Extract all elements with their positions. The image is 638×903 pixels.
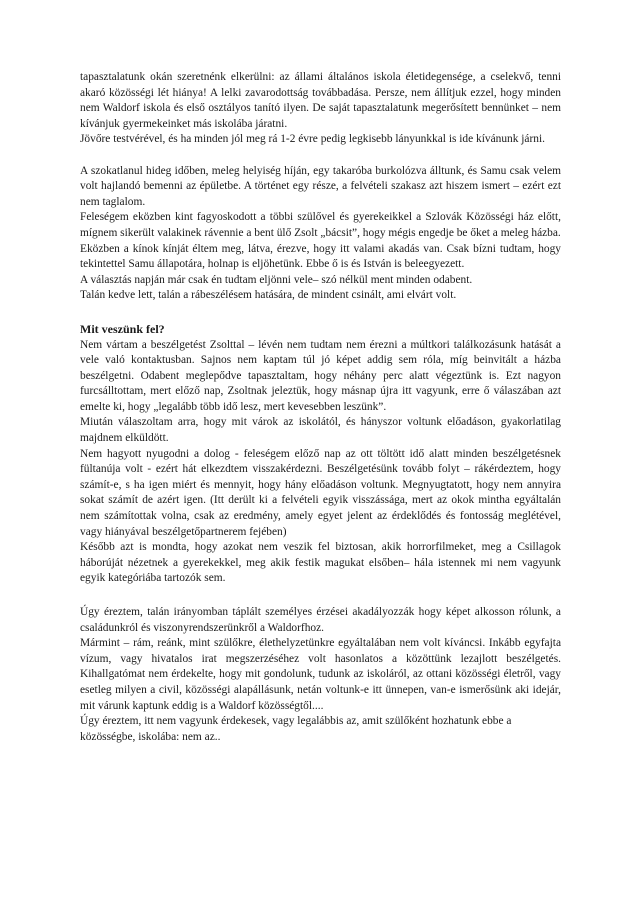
paragraph-gap — [80, 304, 561, 322]
document-page — [80, 70, 561, 745]
paragraph: Nem vártam a beszélgetést Zsolttal – lévén nem tudtam nem érezni a múltkori találkozásunk hatását a vele való kontaktusban. Sajnos nem kaptam túl jó képet addig sem róla, míg beinvitált a házba beszélgetni. Odabent meglepődve tapasztaltam, hogy néhány perc alatt végeztünk is. Ezt nagyon furcsálltottam, mert előző nap, Zsoltnak jeleztük, hogy másnap újra itt vagyunk, erre ő válaszában azt emelte ki, hogy „legalább több idő lesz, mert kevesebben leszünk”. — [80, 338, 561, 413]
paragraph: Nem hagyott nyugodni a dolog - feleségem előző nap az ott töltött idő alatt minden beszélgetésnek fültanúja volt - ezért hát elkezdtem visszakérdezni. Beszélgetésünk tovább folyt – rákérdeztem, hogy számít-e, s ha igen miért és mennyit, hogy hány előadáson voltunk. Megnyugtatott, hogy nem annyira sokat számít de azért igen. (Itt derült ki a felvételi egyik visszássága, mert az okok mintha egyáltalán nem számítottak volna, csak az eredmény, amely egyet jelent az érdeklődés és fontosság meglétével, vagy hiányával beszélgetőpartnerem fejében) — [80, 447, 561, 538]
paragraph-gap — [80, 148, 561, 164]
paragraph: Eközben a kínok kínját éltem meg, látva, érezve, hogy itt valami akadás van. Csak bízni tudtam, hogy tekintettel Samu állapotára, holnap is eljöhetünk. Ebbe ő is és István is beleegyezett. — [80, 242, 561, 271]
paragraph: Mármint – rám, reánk, mint szülőkre, élethelyzetünkre egyáltalában nem volt kíváncsi. Inkább egyfajta vízum, vagy hivatalos irat megszerzéséhez volt hasonlatos a közöttünk lezajlott beszélgetés. Kihallgatómat nem érdekelte, hogy mit gondolunk, tudunk az iskoláról, az ottani közösségi életről, vagy esetleg milyen a civil, közösségi alapállásunk, netán voltunk-e itt ünnepen, van-e ismerősünk aki idejár, mit várunk kaptunk eddig is a Waldorf közösségtől.... — [80, 637, 561, 712]
paragraph: Úgy éreztem, itt nem vagyunk érdekesek, vagy legalábbis az, amit szülőként hozhatunk ebbe a közösségbe, iskolába: nem az.. — [80, 715, 512, 743]
paragraph: A szokatlanul hideg időben, meleg helyiség híján, egy takaróba burkolózva álltunk, és Samu csak velem volt hajlandó bemenni az épületbe. A történet egy része, a felvételi szakasz azt hiszem ismert – ezért ezt nem taglalom. — [80, 164, 561, 208]
paragraph: Feleségem eközben kint fagyoskodott a többi szülővel és gyerekeikkel a Szlovák Közösségi ház előtt, mígnem sikerült valakinek rávennie a bent ülő Zsolt „bácsit”, hogy mégis engedje be őket a meleg házba. — [80, 211, 561, 239]
paragraph: Jövőre testvérével, és ha minden jól meg rá 1-2 évre pedig legkisebb lányunkkal is ide kívánunk járni. — [80, 133, 545, 146]
paragraph: Talán kedve lett, talán a rábeszélésem hatására, de mindent csinált, ami elvárt volt. — [80, 289, 457, 302]
section-heading: Mit veszünk fel? — [80, 321, 165, 336]
paragraph: Úgy éreztem, talán irányomban táplált személyes érzései akadályozzák hogy képet alkosson rólunk, a családunkról és viszonyrendszerünkről a Waldorfhoz. — [80, 606, 561, 634]
paragraph: A választás napján már csak én tudtam eljönni vele– szó nélkül ment minden odabent. — [80, 273, 473, 286]
paragraph: Később azt is mondta, hogy azokat nem veszik fel biztosan, akik horrorfilmeket, meg a Csillagok háborúját nézetnek a gyerekekkel, meg akik festik magukat elsőben– hála istennek mi nem vagyunk egyik kategóriába tartozók sem. — [80, 541, 561, 585]
paragraph: tapasztalatunk okán szeretnénk elkerülni: az állami általános iskola életidegensége, a cselekvő, tenni akaró közösségi lét hiánya! A lelki zavarodottság továbbadása. Persze, nem állítjuk ezzel, hogy minden nem Waldorf iskola és első osztályos tanító ilyen. De saját tapasztalatunk megerősített bennünket – nem kívánjuk gyermekeinket más iskolába járatni. — [80, 71, 561, 130]
paragraph-gap — [80, 587, 561, 605]
paragraph: Miután válaszoltam arra, hogy mit várok az iskolától, és hányszor voltunk előadáson, gyakorlatilag majdnem elküldött. — [80, 416, 561, 445]
